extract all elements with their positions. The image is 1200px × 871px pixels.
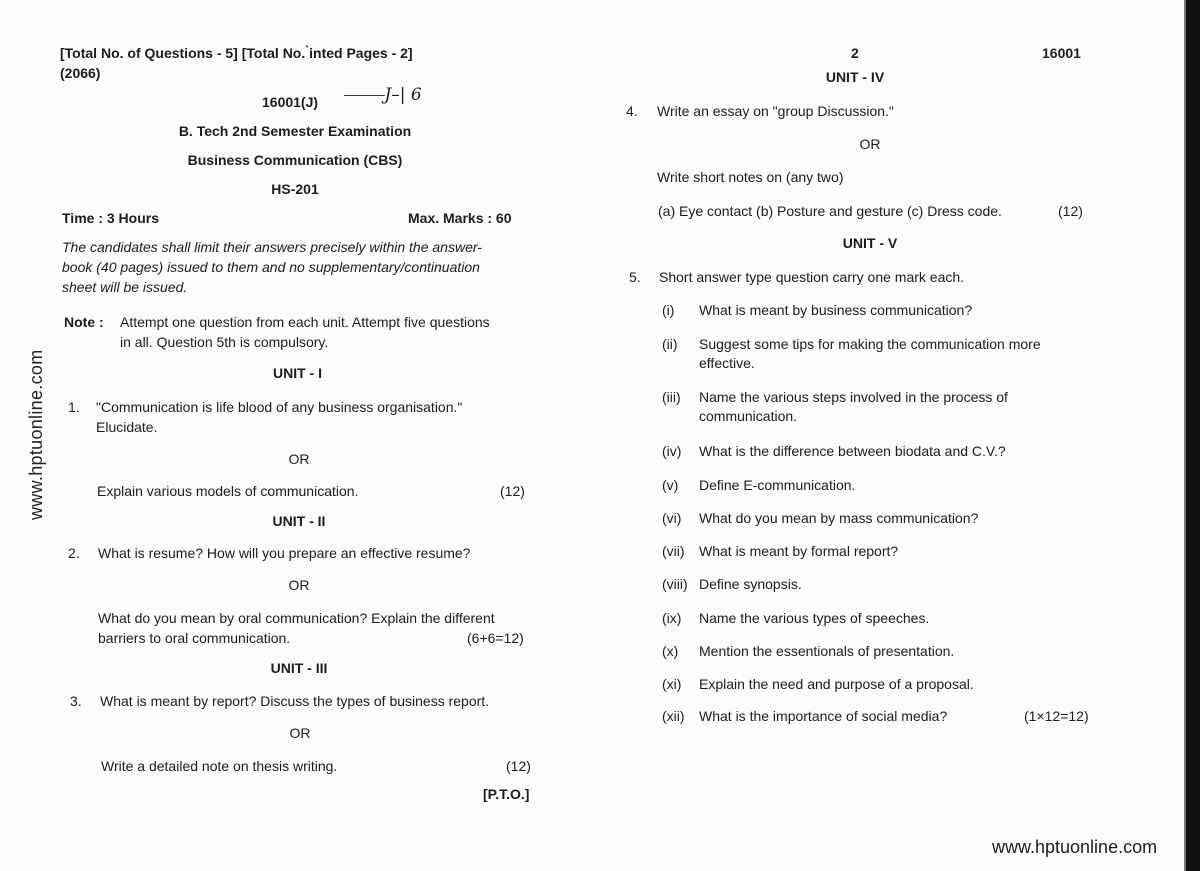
item-number: (viii) [662, 576, 688, 592]
note-text: in all. Question 5th is compulsory. [120, 334, 329, 350]
question-text: (a) Eye contact (b) Posture and gesture (c) Dress code. [658, 203, 1002, 219]
question-number: 2. [68, 545, 80, 561]
question-text: Explain various models of communication. [97, 483, 359, 499]
item-number: (x) [662, 643, 679, 659]
bottom-watermark: www.hptuonline.com [992, 837, 1158, 857]
or-divider: OR [288, 577, 310, 593]
question-text: Write a detailed note on thesis writing. [101, 758, 338, 774]
max-marks: Max. Marks : 60 [408, 210, 512, 226]
question-number: 4. [626, 103, 638, 119]
question-text: barriers to oral communication. [98, 630, 291, 646]
page-number: 2 [851, 45, 859, 61]
item-text: Name the various steps involved in the process of [699, 389, 1008, 405]
item-number: (xii) [662, 708, 685, 724]
question-marks: (6+6=12) [467, 630, 524, 646]
exam-title: B. Tech 2nd Semester Examination [178, 123, 412, 139]
item-text: Name the various types of speeches. [699, 610, 930, 626]
pto-marker: [P.T.O.] [483, 786, 530, 802]
instructions-line: sheet will be issued. [62, 279, 188, 295]
question-text: "Communication is life blood of any business organisation." [96, 399, 463, 415]
question-marks: (12) [500, 483, 525, 499]
unit-heading: UNIT - IV [825, 69, 885, 85]
question-text: What is resume? How will you prepare an effective resume? [98, 545, 471, 561]
instructions-line: The candidates shall limit their answers precisely within the answer- [62, 239, 482, 255]
question-text: Write short notes on (any two) [657, 169, 844, 185]
scan-edge-line [1184, 0, 1186, 871]
item-text: Explain the need and purpose of a proposal. [699, 676, 974, 692]
item-number: (vi) [662, 510, 682, 526]
item-text: Define E-communication. [699, 477, 856, 493]
unit-heading: UNIT - II [272, 513, 326, 529]
item-text: What is the difference between biodata and C.V.? [699, 443, 1006, 459]
unit-heading: UNIT - III [270, 660, 328, 676]
item-text: effective. [699, 355, 755, 371]
item-number: (ix) [662, 610, 682, 626]
question-number: 5. [629, 269, 641, 285]
question-marks: (1×12=12) [1024, 708, 1089, 724]
question-marks: (12) [1058, 203, 1083, 219]
item-text: Define synopsis. [699, 576, 802, 592]
item-text: Mention the essentionals of presentation. [699, 643, 955, 659]
instructions-line: book (40 pages) issued to them and no supplementary/continuation [62, 259, 480, 275]
item-text: Suggest some tips for making the communication more [699, 336, 1041, 352]
item-number: (ii) [662, 336, 678, 352]
question-text: What do you mean by oral communication? Explain the different [98, 610, 495, 626]
item-text: What do you mean by mass communication? [699, 510, 979, 526]
question-text: Elucidate. [96, 419, 158, 435]
unit-heading: UNIT - I [273, 365, 322, 381]
course-code: HS-201 [271, 181, 319, 197]
note-label: Note : [64, 314, 104, 330]
side-watermark: www.hptuonline.com [26, 349, 46, 520]
item-number: (v) [662, 477, 679, 493]
item-number: (xi) [662, 676, 682, 692]
or-divider: OR [289, 725, 311, 741]
item-number: (i) [662, 302, 675, 318]
item-number: (vii) [662, 543, 685, 559]
or-divider: OR [859, 136, 881, 152]
note-text: Attempt one question from each unit. Attempt five questions [120, 314, 490, 330]
question-number: 1. [68, 399, 80, 415]
question-text: Write an essay on "group Discussion." [657, 103, 894, 119]
item-text: communication. [699, 408, 798, 424]
header-total-questions: [Total No. of Questions - 5] [Total No. ̀inted Pages - 2] [60, 45, 413, 61]
subject-title: Business Communication (CBS) [187, 152, 403, 168]
item-number: (iii) [662, 389, 681, 405]
time-allowed: Time : 3 Hours [62, 210, 159, 226]
header-code: (2066) [60, 65, 101, 81]
item-text: What is meant by formal report? [699, 543, 899, 559]
scan-edge [1186, 0, 1200, 871]
unit-heading: UNIT - V [842, 235, 898, 251]
or-divider: OR [288, 451, 310, 467]
handwritten-annotation: ⸻J–| 6 [342, 85, 422, 105]
question-text: Short answer type question carry one mark each. [659, 269, 965, 285]
item-text: What is the importance of social media? [699, 708, 948, 724]
item-number: (iv) [662, 443, 682, 459]
paper-code: 16001(J) [262, 94, 319, 110]
question-number: 3. [70, 693, 82, 709]
item-text: What is meant by business communication? [699, 302, 973, 318]
question-text: What is meant by report? Discuss the types of business report. [100, 693, 490, 709]
question-marks: (12) [506, 758, 531, 774]
page-code: 16001 [1042, 45, 1081, 61]
